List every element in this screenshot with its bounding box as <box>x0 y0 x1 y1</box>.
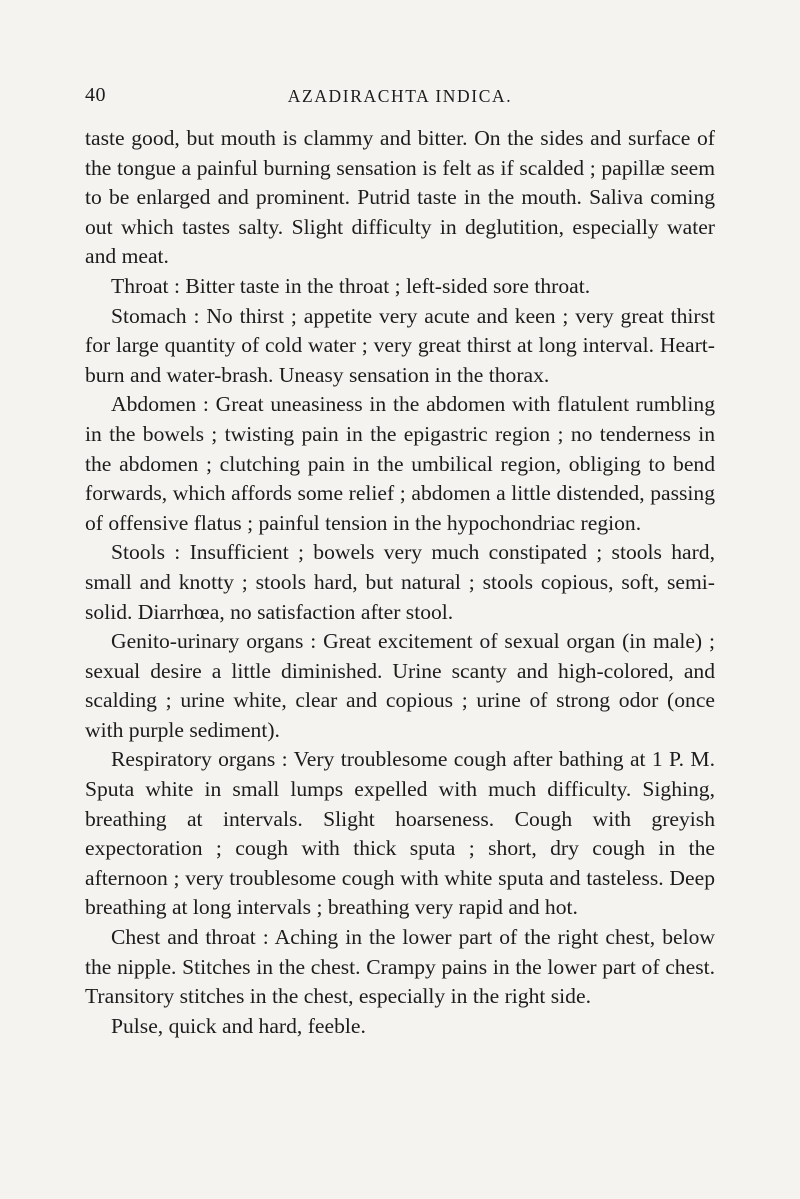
page-number: 40 <box>85 84 106 106</box>
paragraph-stools: Stools : Insufficient ; bowels very much constipated ; stools hard, small and knotty ; stools hard, but natural ; stools copious, soft, semi-solid. Diarrhœa, no satisfaction after stool. <box>85 540 715 624</box>
paragraph-throat: Throat : Bitter taste in the throat ; left-sided sore throat. <box>111 273 591 298</box>
paragraph-stomach: Stomach : No thirst ; appetite very acute and keen ; very great thirst for large quantity of cold water ; very great thirst at long interval. Heart-burn and water-brash. Uneasy sensation in the thorax. <box>85 303 715 387</box>
page-header <box>85 84 715 112</box>
paragraph-genito-urinary: Genito-urinary organs : Great excitement of sexual organ (in male) ; sexual desire a little diminished. Urine scanty and high-colored, and scalding ; urine white, clear and copious ; urine of strong odor (once with purple sediment). <box>85 629 715 742</box>
paragraph-taste: taste good, but mouth is clammy and bitter. On the sides and surface of the tongue a painful burning sensation is felt as if scalded ; papillæ seem to be enlarged and prominent. Putrid taste in the mouth. Saliva coming out which tastes salty. Slight difficulty in deglutition, especially water and meat. <box>85 126 715 269</box>
paragraph-abdomen: Abdomen : Great uneasiness in the abdomen with flatulent rumbling in the bowels ; twisting pain in the epigastric region ; no tenderness in the abdomen ; clutching pain in the umbilical region, obliging to bend forwards, which affords some relief ; abdomen a little distended, passing of offensive flatus ; painful tension in the hypochondriac region. <box>85 392 715 535</box>
body-text <box>85 124 715 1041</box>
paragraph-pulse: Pulse, quick and hard, feeble. <box>111 1013 366 1038</box>
paragraph-respiratory: Respiratory organs : Very troublesome cough after bathing at 1 P. M. Sputa white in small lumps expelled with much difficulty. Sighing, breathing at intervals. Slight hoarseness. Cough with greyish expectoration ; cough with thick sputa ; short, dry cough in the afternoon ; very troublesome cough with white sputa and tasteless. Deep breathing at long intervals ; breathing very rapid and hot. <box>85 747 715 920</box>
running-head: AZADIRACHTA INDICA. <box>287 86 513 106</box>
paragraph-chest: Chest and throat : Aching in the lower part of the right chest, below the nipple. Stitches in the chest. Crampy pains in the lower part of chest. Transitory stitches in the chest, especially in the right side. <box>85 925 715 1009</box>
